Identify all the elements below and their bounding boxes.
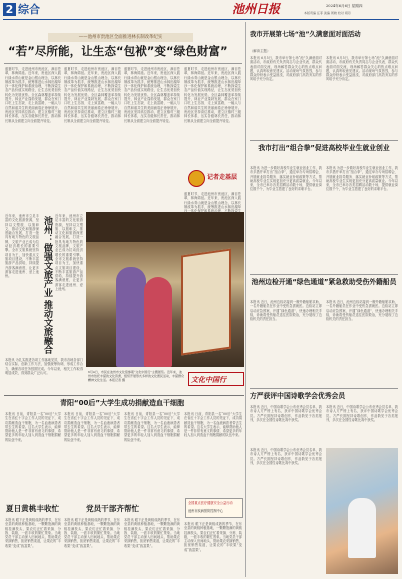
page-number-badge: 2: [3, 3, 16, 16]
photo-figure: [348, 498, 376, 558]
bottom-headline-1: 青阳“00后”大学生成功捐献造血干细胞: [60, 399, 184, 407]
bottom-headline-3: 党员干部齐帮忙: [86, 504, 140, 513]
right-body-1b: 本报讯 6月5日，我市举行第七场“池”久满意面对面活动，市政府有关负责同志与企业代表、群众代表面对面交流，现场解答群众关心的热点难点问题，认真听取意见建议。活动现场气氛热烈，参与群众纷纷表示受益匪浅，对政府部门高效务实的作风给予充分肯定。: [326, 56, 398, 82]
sidebar-headline: 池州：做强文旅产业 推动文旅融合: [42, 216, 52, 355]
main-body-col-3: 盛夏时节，走进池州市贵池区，满目苍翠，林海绵延。近年来，贵池区深入践行绿水青山就是金山银山理念，以林长制改革为抓手，统筹推进山水林田湖草沙一体化保护和系统治理，不断探索生态产品价值实现路径，让生态优势加快转化为发展优势。全区森林覆盖率持续提升，林业产业蓬勃发展，群众在家门口吃上生态饭、走上致富路，一幅人与自然和谐共生的美丽画卷正徐徐展开。贵池区坚持高位推动，建立区镇村三级林长体系，压实各级林长责任，推动林长制从全面建立向全面提升转变。: [124, 67, 180, 123]
sidebar-body-right: 近年来，池州市立足丰富的文化旅游资源，坚持以文塑旅、以旅彰文，推动文化和旅游深度融合发展，打造一批具有地方特色的文旅品牌，文旅产业已成为拉动经济增长的重要引擎。全市文旅系统坚持项目为王，加快重点文旅项目建设，不断丰富旅游产品供给，持续提升游客满意度，让更多游客走进池州、爱上池州。: [55, 214, 83, 292]
masthead: [0, 0, 402, 26]
photo-caption: 6月4日，市民在池州市文化馆参观“文化中国行”主题展览。近年来，池州市依托丰富的文化资源，组织开展形式多样的文化惠民活动，丰富群众精神文化生活。本报记者 摄: [88, 370, 185, 382]
photo-roof: [86, 212, 244, 242]
right-body-4a: 本报讯 近日，中国诗歌学会公布优秀会员名单，我市诗人方严榜上有名，获评中国诗歌学会优秀会员。方严长期坚持诗歌创作，作品散见于各类报刊，多次在全国性诗歌比赛中获奖。: [250, 405, 322, 422]
badge-emblem-icon: [188, 170, 205, 187]
headline-rule: [4, 63, 242, 64]
ad-line-1: 全国重点医疗健康安全公益行动: [188, 501, 233, 505]
right-rule-3: [250, 388, 398, 389]
reporter-badge: [188, 168, 240, 188]
ad-line-2: 池州市疾病预防控制中心: [188, 509, 224, 513]
bottom-right-photo: [326, 448, 398, 574]
feature-photo: [86, 212, 244, 367]
bottom-body-1b: 本报讯 日前，青阳县一名“00后”大学生在省红十字会工作人员的见证下，成功捐献造血干细胞，为一名血液病患者带去生的希望。这名大学生表示，能够帮助他人是一件非常有意义的事情，希望更多的年轻人加入到造血干细胞捐献的队伍中来。: [64, 412, 120, 442]
masthead-rule: [3, 19, 399, 20]
bottom-headline-2: 夏日黄桃丰收忙: [6, 504, 60, 513]
right-subhead-1: （解读主题）: [250, 49, 271, 53]
left-lower-body: 本报讯 为扎实推进各项工作落地见效，我市各地各部门结合实际，创新工作方法，加强统筹协调，形成工作合力，确保各项任务按期完成。今年以来，相关工作取得明显成效，得到群众广泛认可。: [5, 358, 83, 375]
bottom-body-2a: 本报讯 眼下正是黄桃成熟的季节，在东至县的黄桃种植基地，一颗颗饱满的黄桃挂满枝头，果农们正忙着采摘、分拣、装箱，一派丰收的繁忙景象。当地党员干部主动深入田间地头，帮助果农采摘销售，拓宽销售渠道，让果农的“丰收果”变成“致富果”。: [5, 518, 61, 548]
main-body-col-4: 盛夏时节，走进池州市贵池区，满目苍翠，林海绵延。近年来，贵池区深入践行绿水青山就是金山银山理念，以林长制改革为抓手，统筹推进山水林田湖草沙一体化保护和系统治理，不断探索生态产品价值实现路径，让生态优势加快转化为发展优势。全区森林覆盖率持续提升，林业产业蓬勃发展，群众在家门口吃上生态饭、走上致富路，一幅人与自然和谐共生的美丽画卷正徐徐展开。贵池区坚持高位推动，建立区镇村三级林长体系，压实各级林长责任，推动林长制从全面建立向全面提升转变。: [184, 67, 241, 123]
bottom-body-1a: 本报讯 日前，青阳县一名“00后”大学生在省红十字会工作人员的见证下，成功捐献造血干细胞，为一名血液病患者带去生的希望。这名大学生表示，能够帮助他人是一件非常有意义的事情，希望更多的年轻人加入到造血干细胞捐献的队伍中来。: [5, 412, 61, 442]
photo-person-2: [144, 277, 172, 367]
column-divider: [245, 22, 246, 577]
bottom-body-1d: 本报讯 日前，青阳县一名“00后”大学生在省红十字会工作人员的见证下，成功捐献造血干细胞，为一名血液病患者带去生的希望。这名大学生表示，能够帮助他人是一件非常有意义的事情，希望更多的年轻人加入到造血干细胞捐献的队伍中来。: [184, 412, 242, 438]
photo-person-1: [116, 267, 146, 367]
right-body-1a: 本报讯 6月5日，我市举行第七场“池”久满意面对面活动，市政府有关负责同志与企业代表、群众代表面对面交流，现场解答群众关心的热点难点问题，认真听取意见建议。活动现场气氛热烈，参与群众纷纷表示受益匪浅，对政府部门高效务实的作风给予充分肯定。: [250, 56, 322, 82]
right-body-4c: 本报讯 近日，中国诗歌学会公布优秀会员名单，我市诗人方严榜上有名，获评中国诗歌学会优秀会员。方严长期坚持诗歌创作，作品散见于各类报刊，多次在全国性诗歌比赛中获奖。: [250, 448, 322, 465]
main-body-col-4b: 盛夏时节，走进池州市贵池区，满目苍翠，林海绵延。近年来，贵池区深入践行绿水青山就是金山银山理念，以林长制改革为抓手，统筹推进山水林田湖草: [184, 192, 241, 209]
right-body-4b: 本报讯 近日，中国诗歌学会公布优秀会员名单，我市诗人方严榜上有名，获评中国诗歌学会优秀会员。方严长期坚持诗歌创作，作品散见于各类报刊，多次在全国性诗歌比赛中获奖。: [326, 405, 398, 422]
right-headline-1: 我市开展第七场“池”久满意面对面活动: [250, 30, 361, 38]
editor-line: 本版责编 汪菲 美编 周晓 校对 胡丹: [304, 11, 351, 15]
right-rule-1: [250, 140, 398, 141]
right-body-3b: 本报讯 近日，池州边检站接到一艘外籍船舶求助，一名外籍船员在作业中受伤急需就医。边检站立即启动应急预案，开通“绿色通道”，快速办理相关手续，协助将受伤船员送往医院救治，充分展现了边检机关的责任担当。: [326, 300, 398, 322]
right-headline-3: 池州边检开通“绿色通道”紧急救助受伤外籍船员: [251, 278, 397, 286]
date-line: 2024年6月6日 星期四: [326, 4, 363, 8]
main-kicker: ——池州市贵池区全面推进林长制改革纪实: [48, 33, 193, 42]
bottom-body-2b: 本报讯 眼下正是黄桃成熟的季节，在东至县的黄桃种植基地，一颗颗饱满的黄桃挂满枝头，果农们正忙着采摘、分拣、装箱，一派丰收的繁忙景象。当地党员干部主动深入田间地头，帮助果农采摘销售，拓宽销售渠道，让果农的“丰收果”变成“致富果”。: [64, 518, 120, 548]
bottom-body-2d: 本报讯 眼下正是黄桃成熟的季节，在东至县的黄桃种植基地，一颗颗饱满的黄桃挂满枝头，果农们正忙着采摘、分拣、装箱，一派丰收的繁忙景象。当地党员干部主动深入田间地头，帮助果农采摘销售，拓宽销售渠道，让果农的“丰收果”变成“致富果”。: [184, 522, 242, 552]
photo-label-box: [188, 372, 244, 386]
bottom-body-2c: 本报讯 眼下正是黄桃成熟的季节，在东至县的黄桃种植基地，一颗颗饱满的黄桃挂满枝头，果农们正忙着采摘、分拣、装箱，一派丰收的繁忙景象。当地党员干部主动深入田间地头，帮助果农采摘销售，拓宽销售渠道，让果农的“丰收果”变成“致富果”。: [124, 518, 180, 548]
masthead-logo: 池州日报: [232, 2, 281, 16]
right-rule-2: [250, 274, 398, 275]
badge-text: 记者走基层: [207, 174, 238, 181]
right-body-3a: 本报讯 近日，池州边检站接到一艘外籍船舶求助，一名外籍船员在作业中受伤急需就医。边检站立即启动应急预案，开通“绿色通道”，快速办理相关手续，协助将受伤船员送往医院救治，充分展现了边检机关的责任担当。: [250, 300, 322, 322]
main-body-col-2: 盛夏时节，走进池州市贵池区，满目苍翠，林海绵延。近年来，贵池区深入践行绿水青山就是金山银山理念，以林长制改革为抓手，统筹推进山水林田湖草沙一体化保护和系统治理，不断探索生态产品价值实现路径，让生态优势加快转化为发展优势。全区森林覆盖率持续提升，林业产业蓬勃发展，群众在家门口吃上生态饭、走上致富路，一幅人与自然和谐共生的美丽画卷正徐徐展开。贵池区坚持高位推动，建立区镇村三级林长体系，压实各级林长责任，推动林长制从全面建立向全面提升转变。: [64, 67, 121, 123]
right-headline-2: 我市打出“组合拳”促进高校毕业生就业创业: [258, 144, 390, 152]
main-body-col-1: 盛夏时节，走进池州市贵池区，满目苍翠，林海绵延。近年来，贵池区深入践行绿水青山就是金山银山理念，以林长制改革为抓手，统筹推进山水林田湖草沙一体化保护和系统治理，不断探索生态产品价值实现路径，让生态优势加快转化为发展优势。全区森林覆盖率持续提升，林业产业蓬勃发展，群众在家门口吃上生态饭、走上致富路，一幅人与自然和谐共生的美丽画卷正徐徐展开。贵池区坚持高位推动，建立区镇村三级林长体系，压实各级林长责任，推动林长制从全面建立向全面提升转变。: [5, 67, 61, 123]
main-headline: “若”尽所能，让生态“包袱”变“绿色财富”: [8, 44, 228, 58]
right-body-2b: 本报讯 为进一步做好高校毕业生就业创业工作，我市多措并举打出“组合拳”，通过举办专场招聘会、开展就业指导服务、落实就业补贴政策等方式，帮助高校毕业生实现更加充分更高质量就业。今年以来，全市已举办各类招聘活动数十场，提供就业岗位数千个，为毕业生搭建了良好的求职平台。: [326, 166, 398, 192]
right-body-2a: 本报讯 为进一步做好高校毕业生就业创业工作，我市多措并举打出“组合拳”，通过举办专场招聘会、开展就业指导服务、落实就业补贴政策等方式，帮助高校毕业生实现更加充分更高质量就业。今年以来，全市已举办各类招聘活动数十场，提供就业岗位数千个，为毕业生搭建了良好的求职平台。: [250, 166, 322, 192]
bottom-rule: [4, 395, 244, 396]
photo-label: 文化中国行: [191, 375, 226, 384]
section-title: 综合: [18, 3, 40, 16]
right-headline-4: 方严获评中国诗歌学会优秀会员: [250, 392, 346, 400]
photo-banner: [181, 248, 231, 355]
bottom-body-1c: 本报讯 日前，青阳县一名“00后”大学生在省红十字会工作人员的见证下，成功捐献造血干细胞，为一名血液病患者带去生的希望。这名大学生表示，能够帮助他人是一件非常有意义的事情，希望更多的年轻人加入到造血干细胞捐献的队伍中来。: [124, 412, 180, 442]
ad-box: [185, 498, 243, 518]
sidebar-body-top: 近年来，池州市立足丰富的文化旅游资源，坚持以文塑旅、以旅彰文，推动文化和旅游深度融合发展，打造一批具有地方特色的文旅品牌，文旅产业已成为拉动经济增长的重要引擎。全市文旅系统坚持项目为王，加快重点文旅项目建设，不断丰富旅游产品供给，持续提升游客满意度，让更多游客走进池州、爱上池州。: [5, 214, 39, 279]
